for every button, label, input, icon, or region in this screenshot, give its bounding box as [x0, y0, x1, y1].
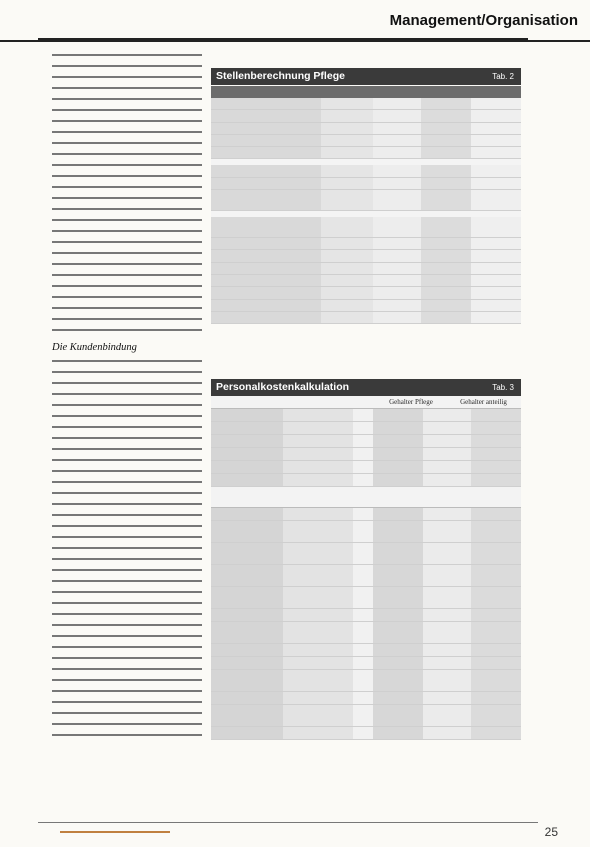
text-line	[52, 676, 202, 684]
footer-rule	[38, 822, 538, 823]
table-subheader	[211, 86, 521, 98]
text-line	[52, 282, 202, 290]
text-line	[52, 271, 202, 279]
text-line	[52, 467, 202, 475]
left-body-text-2	[52, 357, 202, 739]
table-row	[211, 622, 521, 644]
table-row	[211, 238, 521, 250]
table-row	[211, 110, 521, 122]
text-line	[52, 117, 202, 125]
text-line	[52, 227, 202, 235]
text-line	[52, 478, 202, 486]
text-line	[52, 315, 202, 323]
text-line	[52, 304, 202, 312]
text-line	[52, 445, 202, 453]
text-line	[52, 709, 202, 717]
page-number: 25	[544, 825, 558, 839]
text-line	[52, 643, 202, 651]
table-row	[211, 508, 521, 521]
table-row	[211, 474, 521, 487]
text-line	[52, 522, 202, 530]
table-row	[211, 123, 521, 135]
text-line	[52, 621, 202, 629]
text-line	[52, 533, 202, 541]
table-number: Tab. 3	[492, 383, 514, 392]
text-line	[52, 216, 202, 224]
text-line	[52, 128, 202, 136]
table-row	[211, 312, 521, 324]
text-line	[52, 368, 202, 376]
table-number: Tab. 2	[492, 72, 514, 81]
table-row	[211, 587, 521, 609]
text-line	[52, 249, 202, 257]
table-rows	[211, 409, 521, 740]
table-row	[211, 165, 521, 177]
table-row	[211, 543, 521, 565]
text-line	[52, 139, 202, 147]
text-line	[52, 698, 202, 706]
section-title: Management/Organisation	[389, 12, 578, 29]
text-line	[52, 412, 202, 420]
text-line	[52, 62, 202, 70]
table-row	[211, 190, 521, 211]
table-row	[211, 657, 521, 670]
text-line	[52, 51, 202, 59]
text-line	[52, 654, 202, 662]
table-row	[211, 250, 521, 262]
text-line	[52, 500, 202, 508]
text-line	[52, 379, 202, 387]
text-line	[52, 106, 202, 114]
table-row	[211, 565, 521, 587]
text-line	[52, 172, 202, 180]
table-row	[211, 448, 521, 461]
table-row	[211, 609, 521, 622]
table-stellenberechnung	[211, 68, 521, 368]
text-line	[52, 326, 202, 334]
text-line	[52, 423, 202, 431]
left-column	[52, 48, 202, 818]
table-row	[211, 692, 521, 705]
text-line	[52, 194, 202, 202]
text-line	[52, 687, 202, 695]
table-row	[211, 178, 521, 190]
text-line	[52, 566, 202, 574]
table-row	[211, 275, 521, 287]
text-line	[52, 260, 202, 268]
text-line	[52, 95, 202, 103]
column-header: Gehalter anteilig	[460, 398, 507, 406]
text-line	[52, 577, 202, 585]
text-line	[52, 161, 202, 169]
table-row	[211, 409, 521, 422]
table-title-text: Personalkostenkalkulation	[216, 381, 350, 393]
table-row	[211, 147, 521, 159]
table-title-text: Stellenberechnung Pflege	[216, 70, 345, 82]
table-row	[211, 727, 521, 740]
header-rule	[38, 38, 528, 40]
table-row	[211, 705, 521, 727]
table-row	[211, 300, 521, 312]
text-line	[52, 720, 202, 728]
table-subheader	[211, 487, 521, 508]
table-row	[211, 521, 521, 543]
table-rows	[211, 98, 521, 324]
text-line	[52, 632, 202, 640]
left-body-text	[52, 51, 202, 334]
text-line	[52, 183, 202, 191]
table-title	[211, 68, 521, 85]
text-line	[52, 205, 202, 213]
text-line	[52, 489, 202, 497]
footer-source	[60, 827, 220, 836]
text-line	[52, 293, 202, 301]
table-row	[211, 263, 521, 275]
text-line	[52, 150, 202, 158]
table-row	[211, 135, 521, 147]
section-heading: Die Kundenbindung	[52, 342, 137, 353]
text-line	[52, 544, 202, 552]
text-line	[52, 610, 202, 618]
text-line	[52, 555, 202, 563]
text-line	[52, 731, 202, 739]
table-row	[211, 644, 521, 657]
table-row	[211, 217, 521, 238]
table-column-headers	[211, 396, 521, 409]
text-line	[52, 511, 202, 519]
text-line	[52, 665, 202, 673]
table-row	[211, 670, 521, 692]
text-line	[52, 357, 202, 365]
table-row	[211, 435, 521, 448]
text-line	[52, 401, 202, 409]
table-row	[211, 98, 521, 110]
text-line	[52, 588, 202, 596]
table-title	[211, 379, 521, 396]
text-line	[52, 456, 202, 464]
text-line	[52, 390, 202, 398]
text-line	[52, 599, 202, 607]
text-line	[52, 434, 202, 442]
table-row	[211, 461, 521, 474]
text-line	[52, 73, 202, 81]
text-line	[52, 84, 202, 92]
column-header: Gehalter Pflege	[389, 398, 433, 406]
text-line	[52, 238, 202, 246]
table-personalkosten	[211, 379, 521, 832]
table-row	[211, 422, 521, 435]
footer-line	[60, 831, 170, 833]
page-header	[0, 0, 590, 42]
table-row	[211, 287, 521, 299]
